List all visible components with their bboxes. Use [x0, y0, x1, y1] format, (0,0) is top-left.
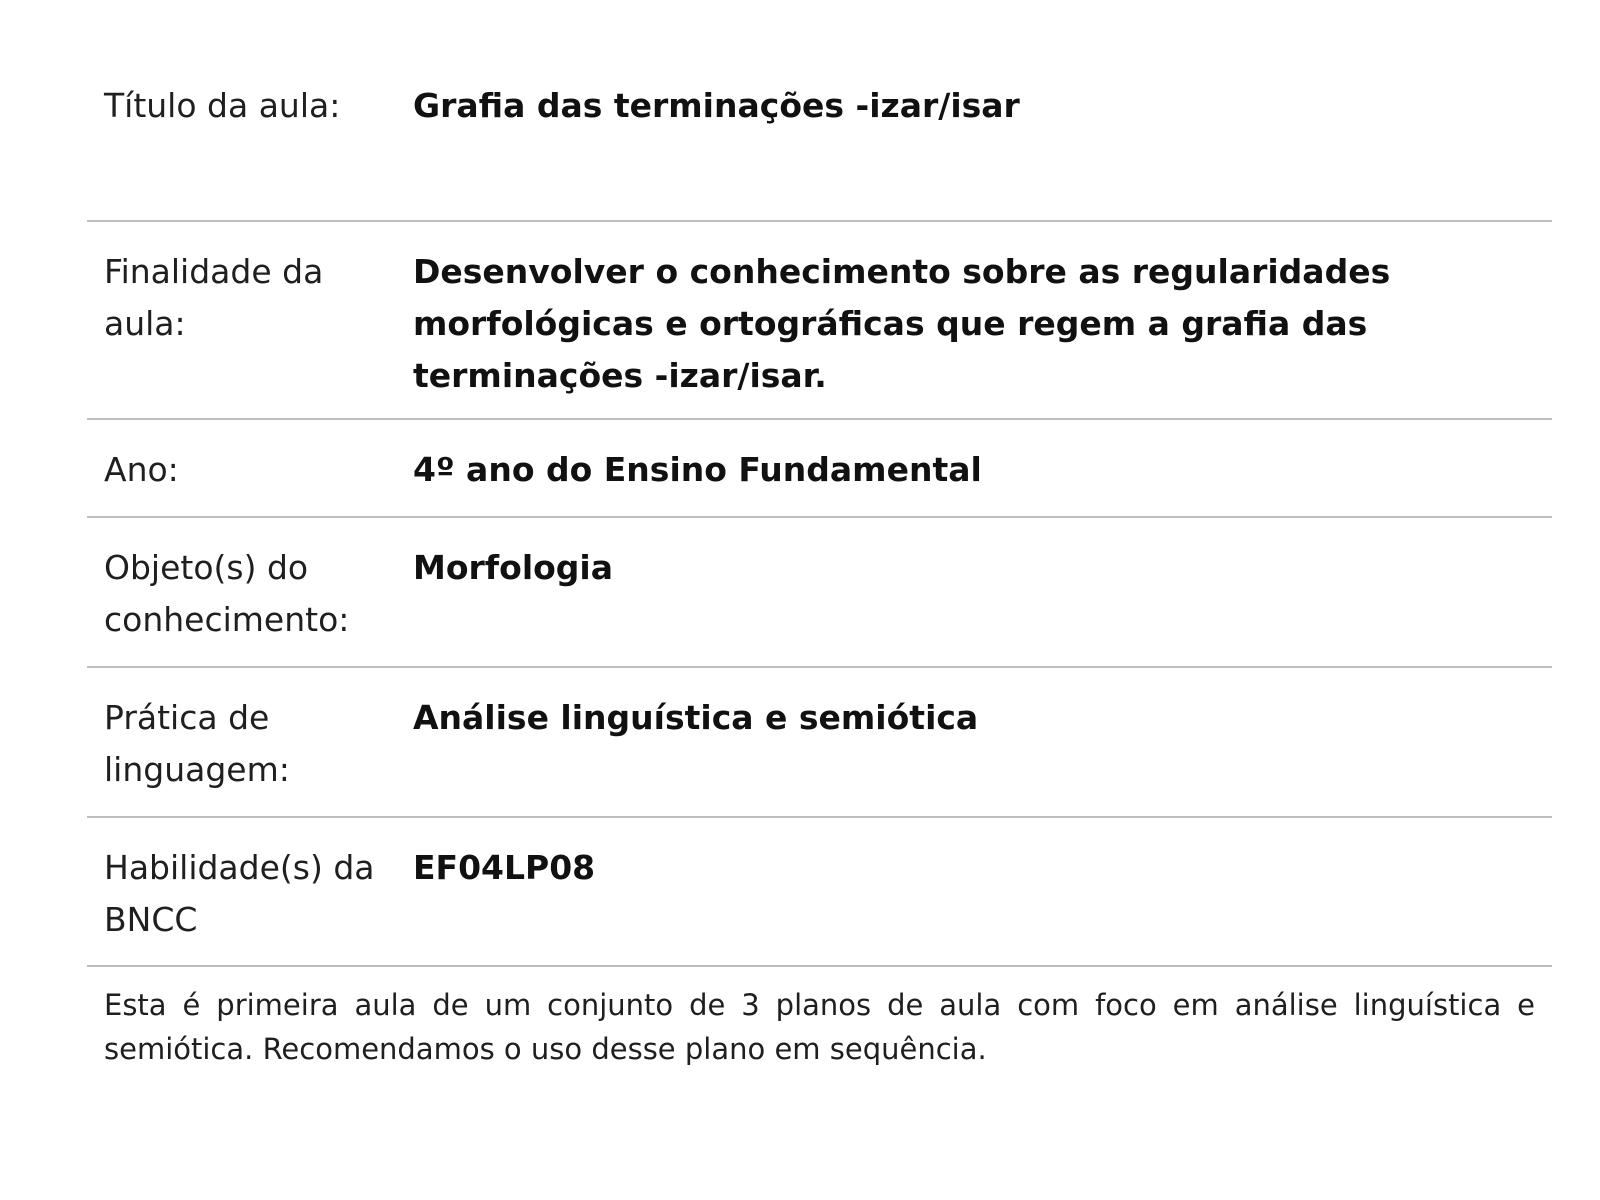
row-label: Ano: [104, 450, 179, 489]
table-row-bncc-skill [87, 817, 1552, 966]
lesson-info-table [87, 0, 1552, 967]
lesson-purpose: Desenvolver o conhecimento sobre as regularidades morfológicas e ortográficas que regem a grafia das terminações -izar/isar. [413, 252, 1391, 395]
table-row-title [87, 0, 1552, 221]
lesson-title: Grafia das terminações -izar/isar [413, 86, 1020, 125]
knowledge-object: Morfologia [413, 548, 613, 587]
lesson-plan-sheet [87, 0, 1552, 1100]
table-row-year [87, 419, 1552, 517]
row-label: Habilidade(s) da BNCC [104, 848, 375, 939]
row-label: Prática de linguagem: [104, 698, 290, 789]
table-row-purpose [87, 221, 1552, 419]
row-label: Objeto(s) do conhecimento: [104, 548, 350, 639]
row-label: Finalidade da aula: [104, 252, 324, 343]
bncc-skill-code: EF04LP08 [413, 848, 596, 887]
table-row-knowledge-object [87, 517, 1552, 667]
sequence-note: Esta é primeira aula de um conjunto de 3 planos de aula com foco em análise linguística e semiótica. Recomendamos o uso desse plano em sequência. [104, 988, 1535, 1066]
row-label: Título da aula: [104, 86, 341, 125]
language-practice: Análise linguística e semiótica [413, 698, 979, 737]
lesson-year: 4º ano do Ensino Fundamental [413, 450, 982, 489]
table-row-language-practice [87, 667, 1552, 817]
